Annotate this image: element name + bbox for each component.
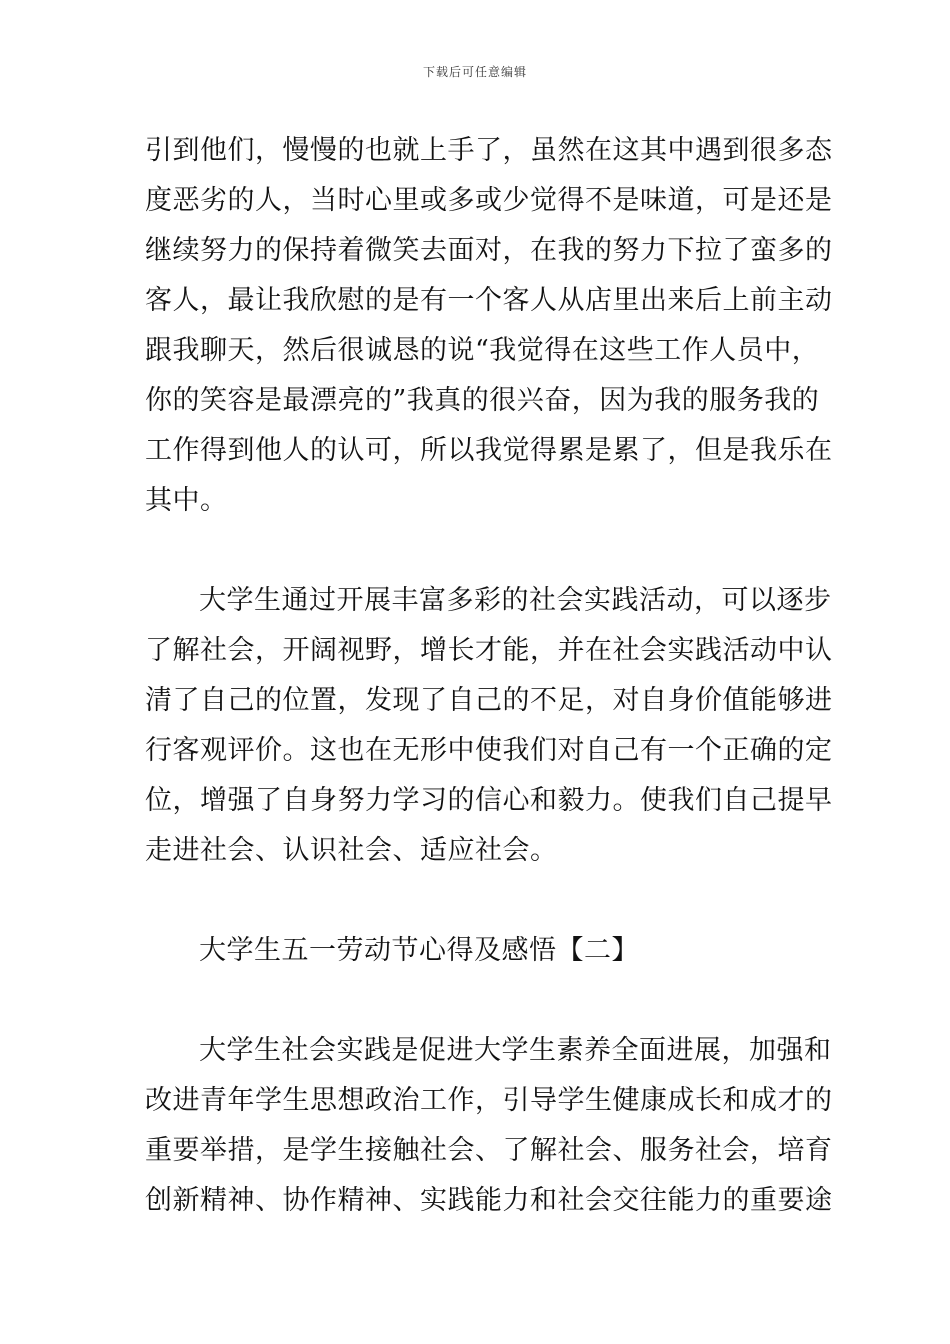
text-line: 跟我聊天，然后很诚恳的说“我觉得在这些工作人员中，: [145, 335, 820, 366]
text-line: 其中。: [145, 485, 228, 516]
text-line: 度恶劣的人，当时心里或多或少觉得不是味道，可是还是: [145, 185, 833, 216]
document-body: [145, 126, 833, 1226]
paragraph-2: [145, 576, 833, 876]
text-line: 继续努力的保持着微笑去面对，在我的努力下拉了蛮多的: [145, 235, 833, 266]
paragraph-3: [145, 1026, 833, 1226]
text-line: 重要举措，是学生接触社会、了解社会、服务社会，培育: [145, 1135, 833, 1166]
text-line: 你的笑容是最漂亮的”我真的很兴奋，因为我的服务我的: [145, 385, 820, 416]
text-line: 清了自己的位置，发现了自己的不足，对自身价值能够进: [145, 685, 833, 716]
text-line: 了解社会，开阔视野，增长才能，并在社会实践活动中认: [145, 635, 833, 666]
text-line: 工作得到他人的认可，所以我觉得累是累了，但是我乐在: [145, 435, 833, 466]
text-line: 大学生社会实践是促进大学生素养全面进展，加强和: [199, 1035, 832, 1066]
heading-text: 大学生五一劳动节心得及感悟【二】: [199, 935, 639, 966]
paragraph-gap: [145, 526, 807, 576]
section-heading: [145, 926, 807, 976]
paragraph-gap: [145, 976, 807, 1026]
text-line: 走进社会、认识社会、适应社会。: [145, 835, 558, 866]
page-header: 下载后可任意编辑: [422, 65, 527, 79]
text-line: 大学生通过开展丰富多彩的社会实践活动，可以逐步: [199, 585, 832, 616]
text-line: 引到他们，慢慢的也就上手了，虽然在这其中遇到很多态: [145, 135, 833, 166]
text-line: 行客观评价。这也在无形中使我们对自己有一个正确的定: [145, 735, 833, 766]
text-line: 位，增强了自身努力学习的信心和毅力。使我们自己提早: [145, 785, 833, 816]
text-line: 创新精神、协作精神、实践能力和社会交往能力的重要途: [145, 1185, 833, 1216]
paragraph-1: [145, 126, 833, 526]
text-line: 客人，最让我欣慰的是有一个客人从店里出来后上前主动: [145, 285, 833, 316]
paragraph-gap: [145, 876, 807, 926]
text-line: 改进青年学生思想政治工作，引导学生健康成长和成才的: [145, 1085, 833, 1116]
